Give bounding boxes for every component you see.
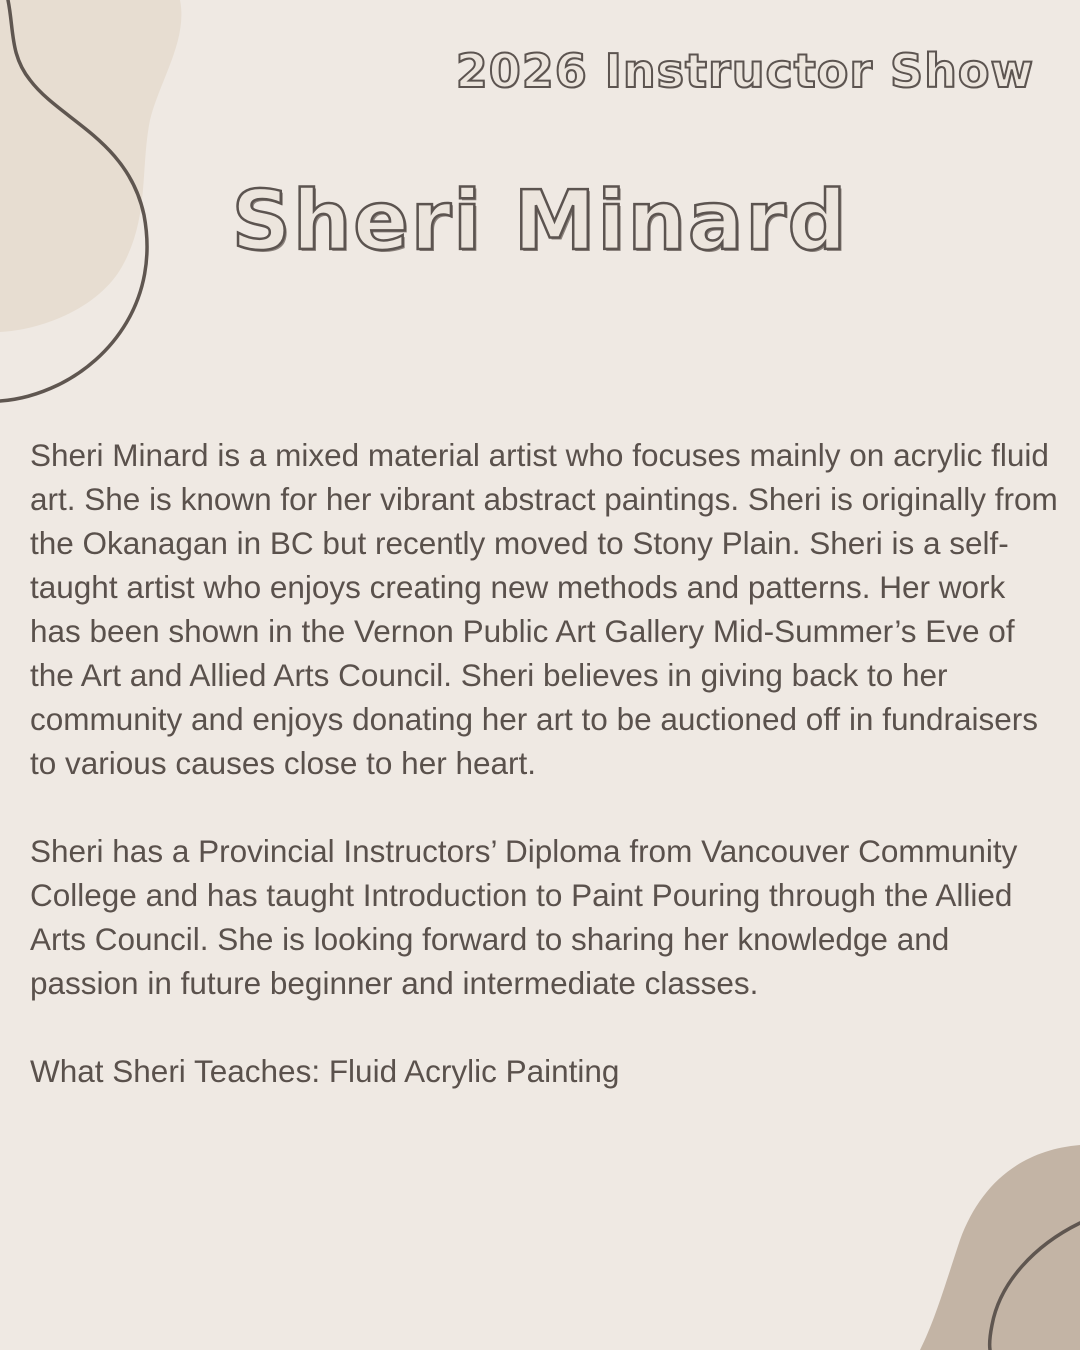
artist-name: Sheri Minard — [231, 174, 849, 269]
artist-bio — [30, 433, 1060, 1137]
show-title: 2026 Instructor Show — [455, 44, 1034, 98]
bio-paragraph: Sheri Minard is a mixed material artist who focuses mainly on acrylic fluid art. She is known for her vibrant abstract paintings. Sheri is originally from the Okanagan in BC but recently moved to Stony Plain. Sheri is a self-taught artist who enjoys creating new methods and patterns. Her work has been shown in the Vernon Public Art Gallery Mid-Summer’s Eve of the Art and Allied Arts Council. Sheri believes in giving back to her community and enjoys donating her art to be auctioned off in fundraisers to various causes close to her heart. — [30, 437, 1058, 781]
bio-paragraph: Sheri has a Provincial Instructors’ Diploma from Vancouver Community College and has taught Introduction to Paint Pouring through the Allied Arts Council. She is looking forward to sharing her knowledge and passion in future beginner and intermediate classes. — [30, 833, 1018, 1001]
bottom-right-curve-line — [990, 1223, 1080, 1350]
bottom-right-blob — [920, 1145, 1080, 1350]
top-left-blob — [0, 0, 181, 332]
teaches-line: What Sheri Teaches: Fluid Acrylic Painting — [30, 1053, 620, 1089]
